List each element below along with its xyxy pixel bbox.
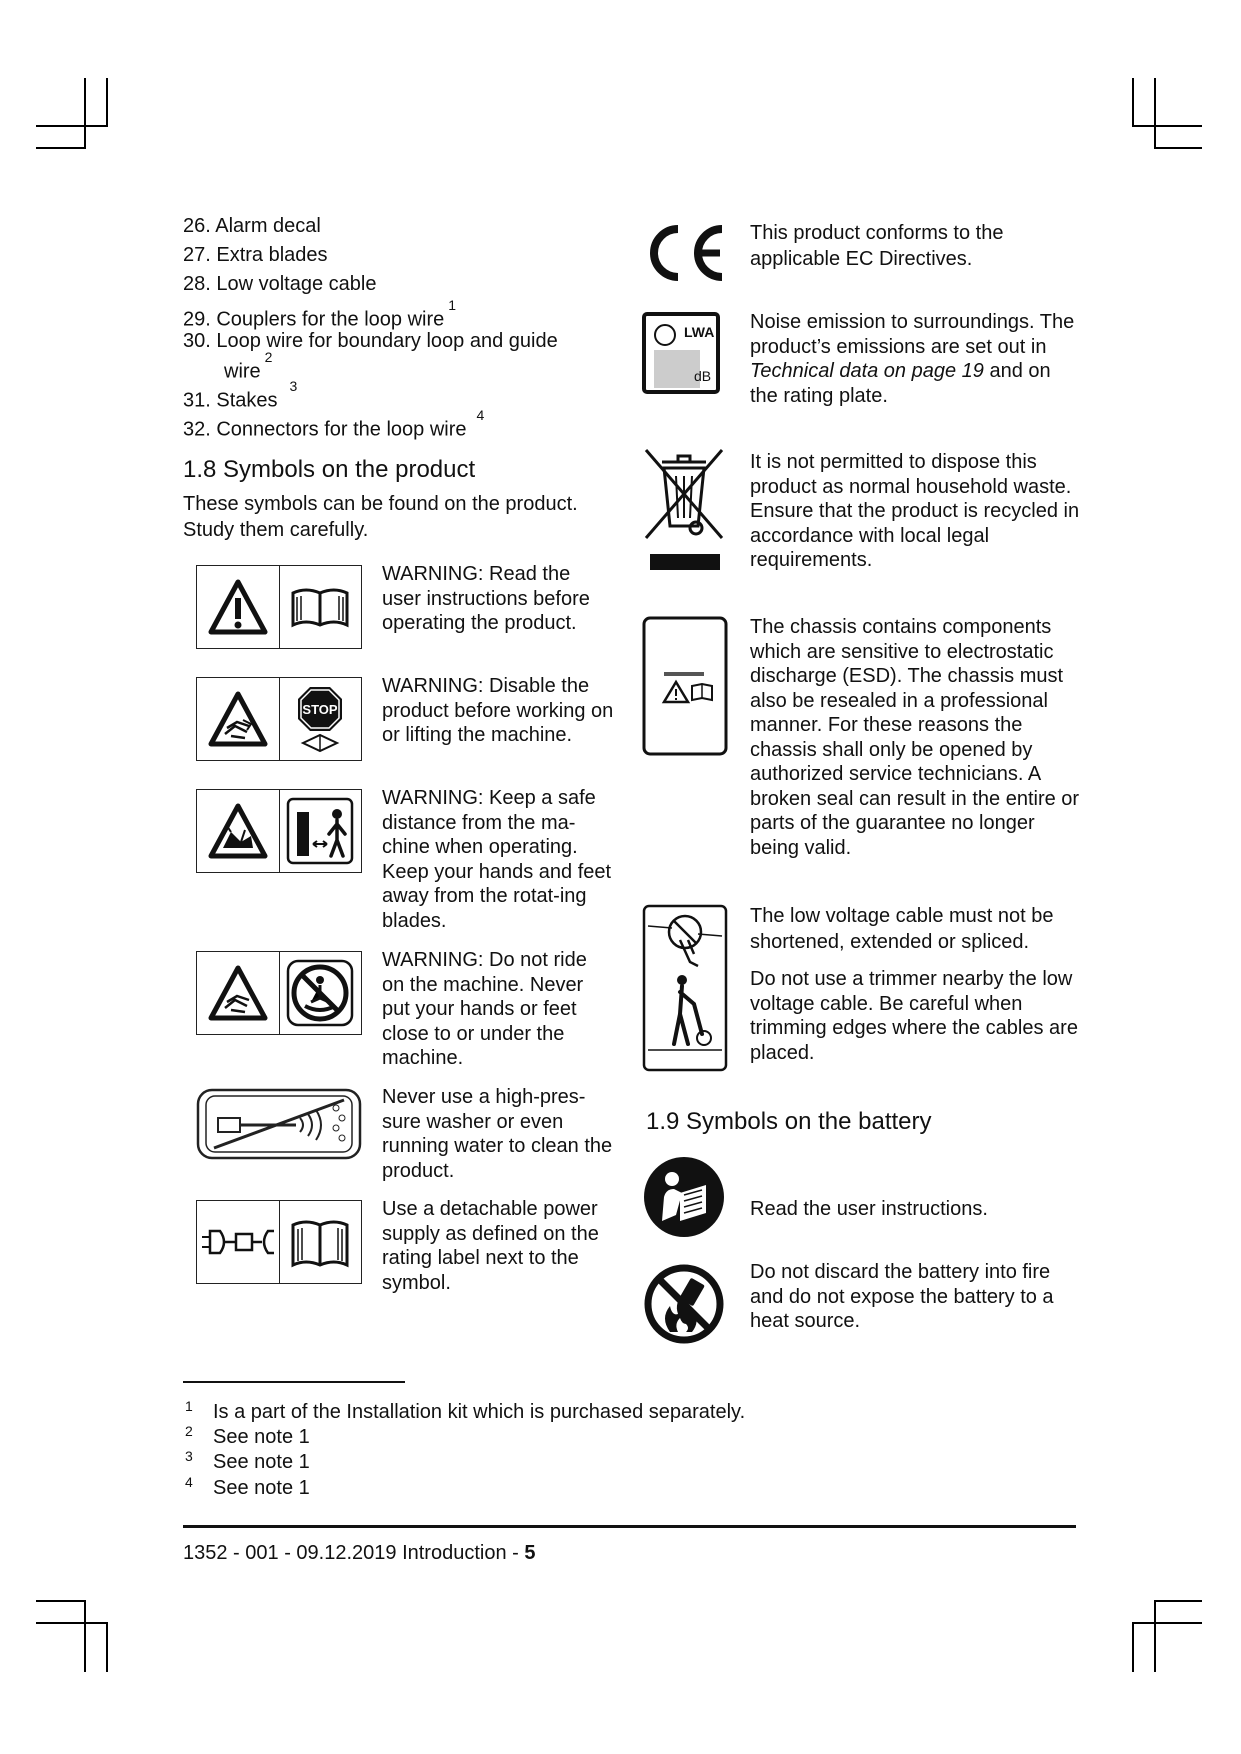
no-riding-icon: [279, 952, 362, 1034]
no-fire-battery-icon: [642, 1262, 726, 1351]
page-footer: 1352 - 001 - 09.12.2019 Introduction - 5: [183, 1542, 536, 1564]
blade-warning-icon: [197, 790, 279, 872]
noise-description: Noise emission to surroundings. The product’s emissions are set out in Technical data on page 19 and on the rating plate.: [750, 311, 1075, 407]
symbol-description: WARNING: Do not ride on the machine. Never put your hands or feet close to or under the machine.: [382, 949, 587, 1069]
section-intro: These symbols can be found on the product. Study them carefully.: [183, 493, 578, 541]
footnote-ref: 2: [264, 349, 273, 365]
hand-warning-icon: [197, 678, 279, 760]
battery-fire-description: Do not discard the battery into fire and do not expose the battery to a heat source.: [750, 1261, 1054, 1332]
symbol-description: WARNING: Read the user instructions before operating the product.: [382, 563, 590, 634]
list-item: 27. Extra blades: [183, 244, 328, 266]
esd-seal-label-icon: [642, 616, 728, 761]
list-item: 31. Stakes$^3$: [183, 378, 298, 412]
cable-description: The low voltage cable must not be shortened, extended or spliced.: [750, 905, 1054, 953]
symbol-description: Never use a high-pres-sure washer or even running water to clean the product.: [382, 1086, 613, 1182]
list-item: wire$^2$: [224, 349, 273, 383]
footnote: 2 See note 1: [185, 1423, 310, 1448]
svg-text:STOP: STOP: [302, 702, 338, 717]
footnote: 4 See note 1: [185, 1474, 310, 1499]
warning-triangle-icon: [197, 566, 279, 648]
read-instructions-icon: [642, 1155, 726, 1244]
symbol-description: WARNING: Keep a safe distance from the ma-chine when operating. Keep your hands and feet away from the rotat-ing blades.: [382, 787, 612, 932]
battery-read-description: Read the user instructions.: [750, 1198, 988, 1220]
symbol-box: [196, 789, 362, 873]
list-item: 29. Couplers for the loop wire$^1$: [183, 297, 457, 331]
hand-warning-icon: [197, 952, 279, 1034]
symbol-box: [196, 677, 362, 761]
ce-mark-icon: [642, 221, 728, 290]
crossed-bin-icon: [642, 446, 726, 581]
symbol-description: WARNING: Disable the product before working on or lifting the machine.: [382, 675, 614, 746]
footnote-ref: 4: [476, 407, 485, 423]
footnote: 1 Is a part of the Installation kit which is purchased separately.: [185, 1398, 746, 1423]
symbol-box: [196, 951, 362, 1035]
list-item: 30. Loop wire for boundary loop and guide: [183, 330, 558, 352]
open-book-icon: [279, 566, 362, 648]
footnote: 3 See note 1: [185, 1448, 310, 1473]
footnote-ref: 1: [448, 297, 457, 313]
esd-description: The chassis contains components which are sensitive to electrostatic discharge (ESD). The chassis must also be resealed in a professional manner. For these reasons the chassis shall only be opened by authorized service technicians. A broken seal can result in the entire or parts of the guarantee no longer being valid.: [750, 616, 1080, 859]
footer-rule: [183, 1525, 1076, 1528]
footnote-ref: 3: [289, 378, 298, 394]
safe-distance-icon: [279, 790, 362, 872]
page-number: 5: [524, 1542, 536, 1564]
section-heading-product: 1.8 Symbols on the product: [183, 456, 476, 483]
detachable-power-supply-icon: [197, 1201, 279, 1283]
technical-data-link[interactable]: Technical data on page 19: [750, 360, 984, 382]
list-item: 28. Low voltage cable: [183, 273, 377, 295]
cable-trimmer-icon: [642, 904, 728, 1077]
open-book-icon: [279, 1201, 362, 1283]
symbol-box: [196, 565, 362, 649]
disposal-description: It is not permitted to dispose this product as normal household waste. Ensure that the product is recycled in accordance with local legal requirements.: [750, 451, 1080, 571]
symbol-description: Use a detachable power supply as defined on the rating label next to the symbol.: [382, 1198, 599, 1294]
ce-description: This product conforms to the applicable EC Directives.: [750, 222, 1004, 270]
stop-sign-book-icon: [279, 678, 362, 760]
noise-emission-icon: LWA dB: [642, 312, 720, 394]
trimmer-description: Do not use a trimmer nearby the low voltage cable. Be careful when trimming edges where the cables are placed.: [750, 968, 1078, 1064]
section-heading-battery: 1.9 Symbols on the battery: [646, 1108, 932, 1135]
no-pressure-washer-icon: [196, 1088, 362, 1165]
list-item: 26. Alarm decal: [183, 215, 321, 237]
list-item: 32. Connectors for the loop wire$^4$: [183, 407, 485, 441]
symbol-box: [196, 1200, 362, 1284]
footnote-divider: [183, 1381, 405, 1383]
